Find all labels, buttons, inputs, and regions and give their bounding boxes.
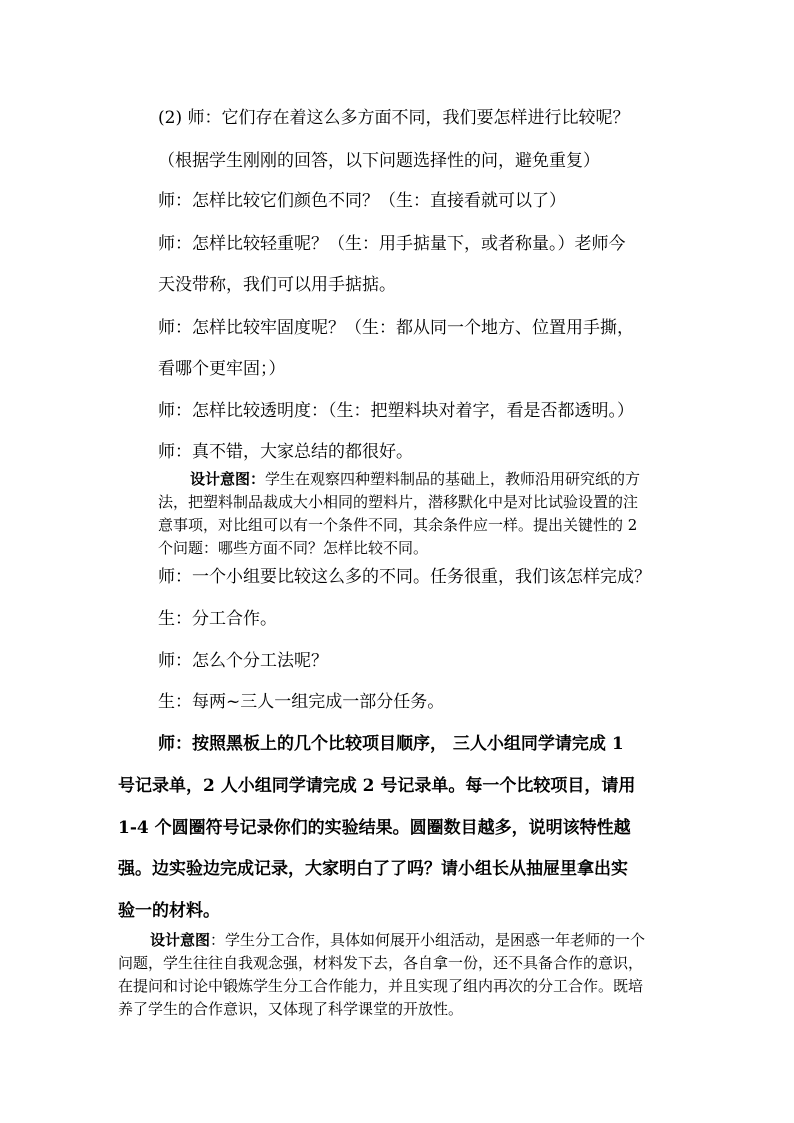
text-line: 法，把塑料制品裁成大小相同的塑料片，潜移默化中是对比试验设置的注 [158,493,639,511]
text-line: 师：怎样比较轻重呢？（生：用手掂量下，或者称量。）老师今 [158,234,626,254]
text-line: （根据学生刚刚的回答，以下问题选择性的问，避免重复） [158,151,600,171]
text-line: (2) 师：它们存在着这么多方面不同，我们要怎样进行比较呢？ [158,108,630,128]
text-line: 验一的材料。 [118,901,220,921]
text-line: 在提问和讨论中锻炼学生分工合作能力，并且实现了组内再次的分工合作。既培 [118,977,644,995]
text-line: 师：怎样比较牢固度呢？（生：都从同一个地方、位置用手撕， [158,318,634,338]
text-line: 看哪个更牢固；） [158,359,286,379]
text-line: 个问题：哪些方面不同？怎样比较不同。 [158,539,429,557]
text-line: 天没带称，我们可以用手掂掂。 [158,275,396,295]
text-line: 师：怎样比较透明度：（生：把塑料块对着字，看是否都透明。） [158,401,634,421]
text-line: 师：真不错，大家总结的都很好。 [158,442,413,462]
design-intent-line [150,931,645,950]
text-line: 生：每两~三人一组完成一部分任务。 [158,692,445,712]
text-line: 意事项，对比组可以有一个条件不同，其余条件应一样。提出关键性的 2 [158,516,638,534]
text-line: 生：分工合作。 [158,609,277,629]
design-intent-label: 设计意图 [150,931,211,949]
text-line: 师：怎么个分工法呢？ [158,651,328,671]
design-intent-text: 学生在观察四种塑料制品的基础上，教师沿用研究纸的方 [265,470,641,488]
text-line: 师：怎样比较它们颜色不同？（生：直接看就可以了） [158,191,566,211]
text-line: 问题，学生往往自我观念强，材料发下去，各自拿一份，还不具备合作的意识， [118,954,644,972]
text-line: 1-4 个圆圈符号记录你们的实验结果。圆圈数目越多，说明该特性越 [118,818,631,838]
text-line: 师：按照黑板上的几个比较项目顺序， 三人小组同学请完成 1 [158,734,624,754]
design-intent-line [190,470,640,489]
design-intent-text: ：学生分工合作，具体如何展开小组活动，是困惑一年老师的一个 [210,931,646,949]
design-intent-label: 设计意图： [190,470,266,488]
text-line: 养了学生的合作意识，又体现了科学课堂的开放性。 [118,1000,464,1018]
text-line: 强。边实验边完成记录，大家明白了了吗？请小组长从抽屉里拿出实 [118,859,628,879]
text-line: 号记录单，2 人小组同学请完成 2 号记录单。每一个比较项目，请用 [118,776,636,796]
text-line: 师：一个小组要比较这么多的不同。任务很重，我们该怎样完成？ [158,567,651,587]
